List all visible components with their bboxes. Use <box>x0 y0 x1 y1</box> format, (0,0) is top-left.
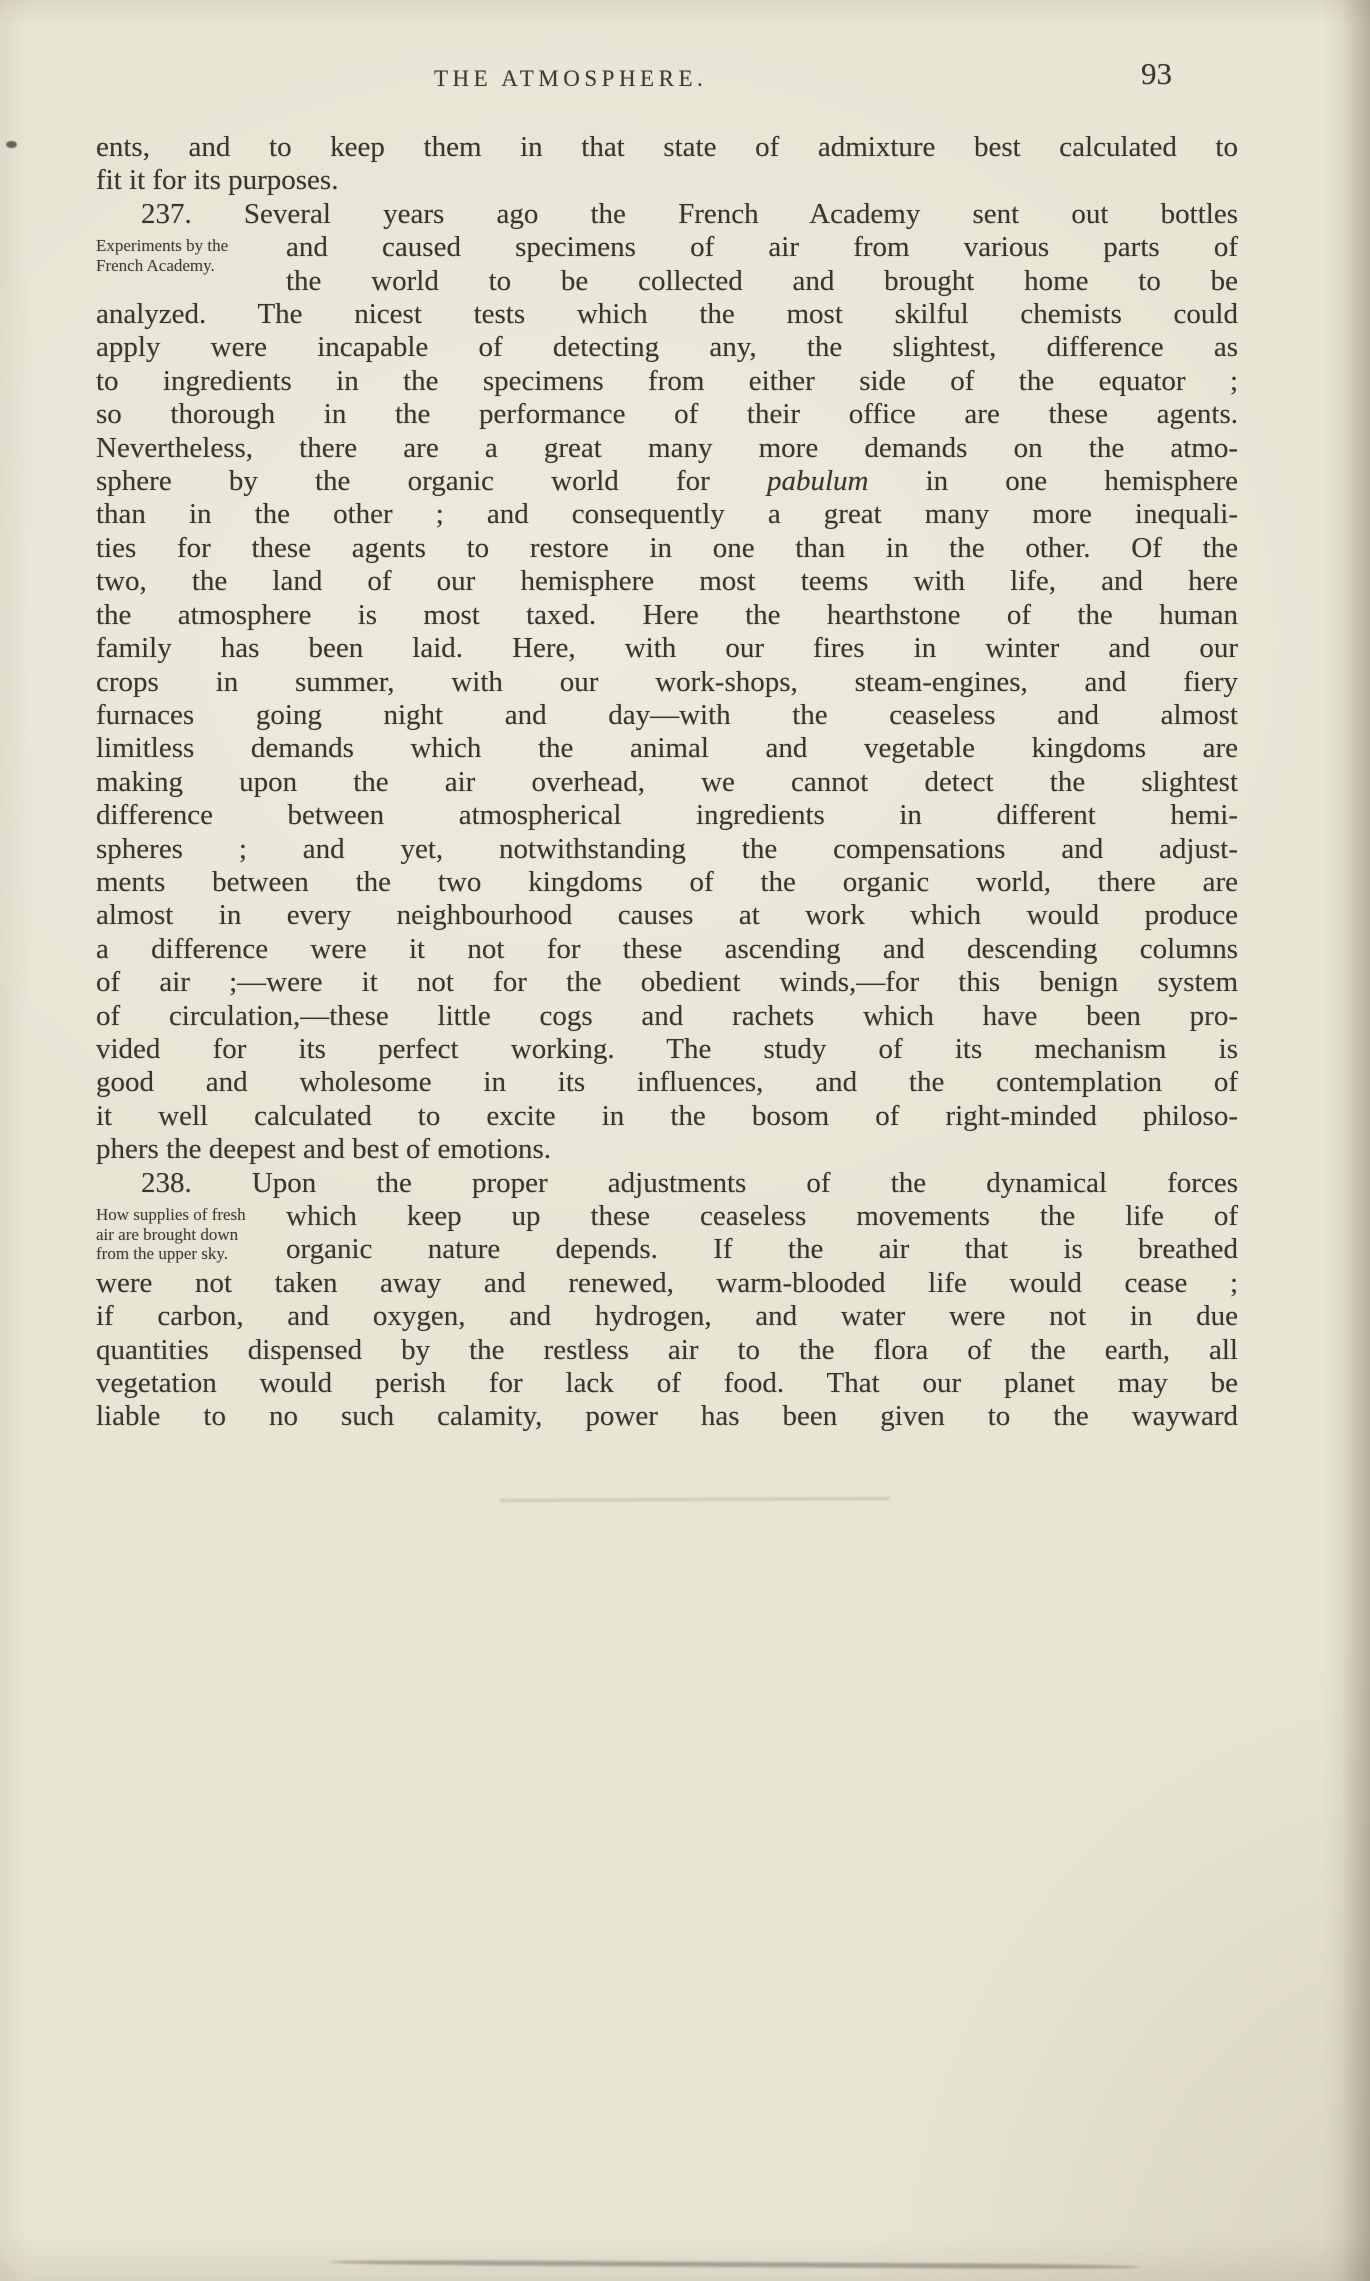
text-line <box>96 1066 1238 1099</box>
text-segment: spheres ; and yet, notwithstanding the compensations and adjust- <box>96 832 1238 865</box>
text-segment: vided for its perfect working. The study of its mechanism is <box>96 1032 1238 1065</box>
page-bottom-edge-shadow <box>330 2260 1140 2270</box>
text-line <box>96 131 1238 164</box>
text-line <box>96 766 1238 799</box>
text-line <box>96 198 1238 231</box>
text-line <box>96 899 1238 932</box>
text-line <box>96 966 1238 999</box>
text-line <box>96 1300 1238 1333</box>
text-segment: to ingredients in the specimens from either side of the equator ; <box>96 364 1238 397</box>
text-line <box>96 1000 1238 1033</box>
ink-speck <box>6 141 17 148</box>
page-header <box>96 56 1238 102</box>
text-line <box>96 565 1238 598</box>
text-line <box>96 866 1238 899</box>
text-segment: of air ;—were it not for the obedient winds,—for this benign system <box>96 966 1238 999</box>
text-segment: liable to no such calamity, power has been given to the wayward <box>96 1400 1238 1433</box>
text-segment: which keep up these ceaseless movements the life of <box>286 1200 1238 1232</box>
text-segment: family has been laid. Here, with our fires in winter and our <box>96 632 1238 665</box>
text-segment: crops in summer, with our work-shops, steam-engines, and fiery <box>96 665 1238 698</box>
text-segment: than in the other ; and consequently a great many more inequali- <box>96 498 1238 531</box>
text-segment: fit it for its purposes. <box>96 164 339 197</box>
running-header-title: THE ATMOSPHERE. <box>434 66 708 91</box>
text-line <box>96 599 1238 632</box>
text-segment: two, the land of our hemisphere most teems with life, and here <box>96 565 1238 598</box>
text-segment: organic nature depends. If the air that is breathed <box>286 1233 1238 1266</box>
text-line <box>286 1233 1238 1266</box>
text-segment: of circulation,—these little cogs and rachets which have been pro- <box>96 999 1238 1032</box>
text-line <box>96 164 1238 197</box>
text-line <box>96 1033 1238 1066</box>
text-line <box>286 231 1238 264</box>
text-segment: limitless demands which the animal and vegetable kingdoms are <box>96 732 1238 765</box>
sidenote-row <box>96 231 1238 298</box>
text-line <box>96 1100 1238 1133</box>
text-segment: and caused specimens of air from various parts of <box>286 231 1238 264</box>
text-segment: it well calculated to excite in the bosom of right-minded philoso- <box>96 1099 1238 1132</box>
text-line <box>96 432 1238 465</box>
text-line <box>96 1400 1238 1433</box>
text-segment: quantities dispensed by the restless air to the flora of the earth, all <box>96 1333 1238 1366</box>
text-segment: vegetation would perish for lack of food. That our planet may be <box>96 1367 1238 1400</box>
text-line <box>96 465 1238 498</box>
smudge-mark <box>500 1497 890 1502</box>
italic-term: pabulum <box>766 465 869 498</box>
text-block <box>96 131 1238 1434</box>
text-line <box>96 1167 1238 1200</box>
text-segment: a difference were it not for these ascending and descending columns <box>96 932 1238 965</box>
text-line <box>96 331 1238 364</box>
text-segment: Nevertheless, there are a great many more demands on the atmo- <box>96 431 1238 464</box>
text-line <box>96 298 1238 331</box>
marginal-note-line: air are brought down <box>96 1224 239 1244</box>
text-segment: ments between the two kingdoms of the organic world, there are <box>96 865 1238 898</box>
text-line <box>96 1334 1238 1367</box>
text-line <box>96 1267 1238 1300</box>
marginal-note-line: from the upper sky. <box>96 1244 229 1263</box>
text-line <box>96 365 1238 398</box>
text-segment: making upon the air overhead, we cannot detect the slightest <box>96 765 1238 798</box>
text-line <box>96 1133 1238 1166</box>
text-segment: phers the deepest and best of emotions. <box>96 1133 552 1166</box>
text-segment: the atmosphere is most taxed. Here the hearthstone of the human <box>96 598 1238 631</box>
text-segment: so thorough in the performance of their office are these agents. <box>96 398 1238 431</box>
text-line <box>96 666 1238 699</box>
text-segment: ties for these agents to restore in one than in the other. Of the <box>96 531 1238 564</box>
text-line <box>96 933 1238 966</box>
text-line <box>96 498 1238 531</box>
text-line <box>96 732 1238 765</box>
text-segment: good and wholesome in its influences, and the contemplation of <box>96 1066 1238 1099</box>
marginal-note-line: French Academy. <box>96 255 215 275</box>
sidenote-adjacent-text <box>286 231 1238 298</box>
text-segment: sphere by the organic world for <box>96 465 767 498</box>
text-line <box>286 265 1238 298</box>
marginal-note <box>96 1200 286 1264</box>
text-segment: in one hemisphere <box>868 465 1238 498</box>
text-segment: analyzed. The nicest tests which the most skilful chemists could <box>96 298 1238 331</box>
text-line <box>96 833 1238 866</box>
text-segment: furnaces going night and day—with the ceaseless and almost <box>96 698 1238 731</box>
text-segment: if carbon, and oxygen, and hydrogen, and water were not in due <box>96 1300 1238 1333</box>
marginal-note <box>96 231 286 275</box>
text-segment: difference between atmospherical ingredients in different hemi- <box>96 799 1238 832</box>
text-segment: 237. Several years ago the French Academy sent out bottles <box>141 197 1238 230</box>
text-segment: ents, and to keep them in that state of admixture best calculated to <box>96 131 1238 163</box>
text-segment: the world to be collected and brought home to be <box>286 264 1238 297</box>
text-line <box>96 632 1238 665</box>
marginal-note-line: How supplies of fresh <box>96 1205 246 1224</box>
sidenote-adjacent-text <box>286 1200 1238 1267</box>
text-line <box>96 398 1238 431</box>
text-line <box>96 799 1238 832</box>
page-edge-shading <box>1340 0 1370 2281</box>
sidenote-row <box>96 1200 1238 1267</box>
text-line <box>286 1200 1238 1233</box>
page-number: 93 <box>1141 56 1172 91</box>
text-segment: apply were incapable of detecting any, the slightest, difference as <box>96 331 1238 364</box>
text-segment: 238. Upon the proper adjustments of the dynamical forces <box>141 1166 1238 1199</box>
text-segment: almost in every neighbourhood causes at work which would produce <box>96 899 1238 932</box>
text-line <box>96 1367 1238 1400</box>
text-segment: were not taken away and renewed, warm-blooded life would cease ; <box>96 1266 1238 1299</box>
text-line <box>96 699 1238 732</box>
marginal-note-line: Experiments by the <box>96 236 229 256</box>
text-line <box>96 532 1238 565</box>
